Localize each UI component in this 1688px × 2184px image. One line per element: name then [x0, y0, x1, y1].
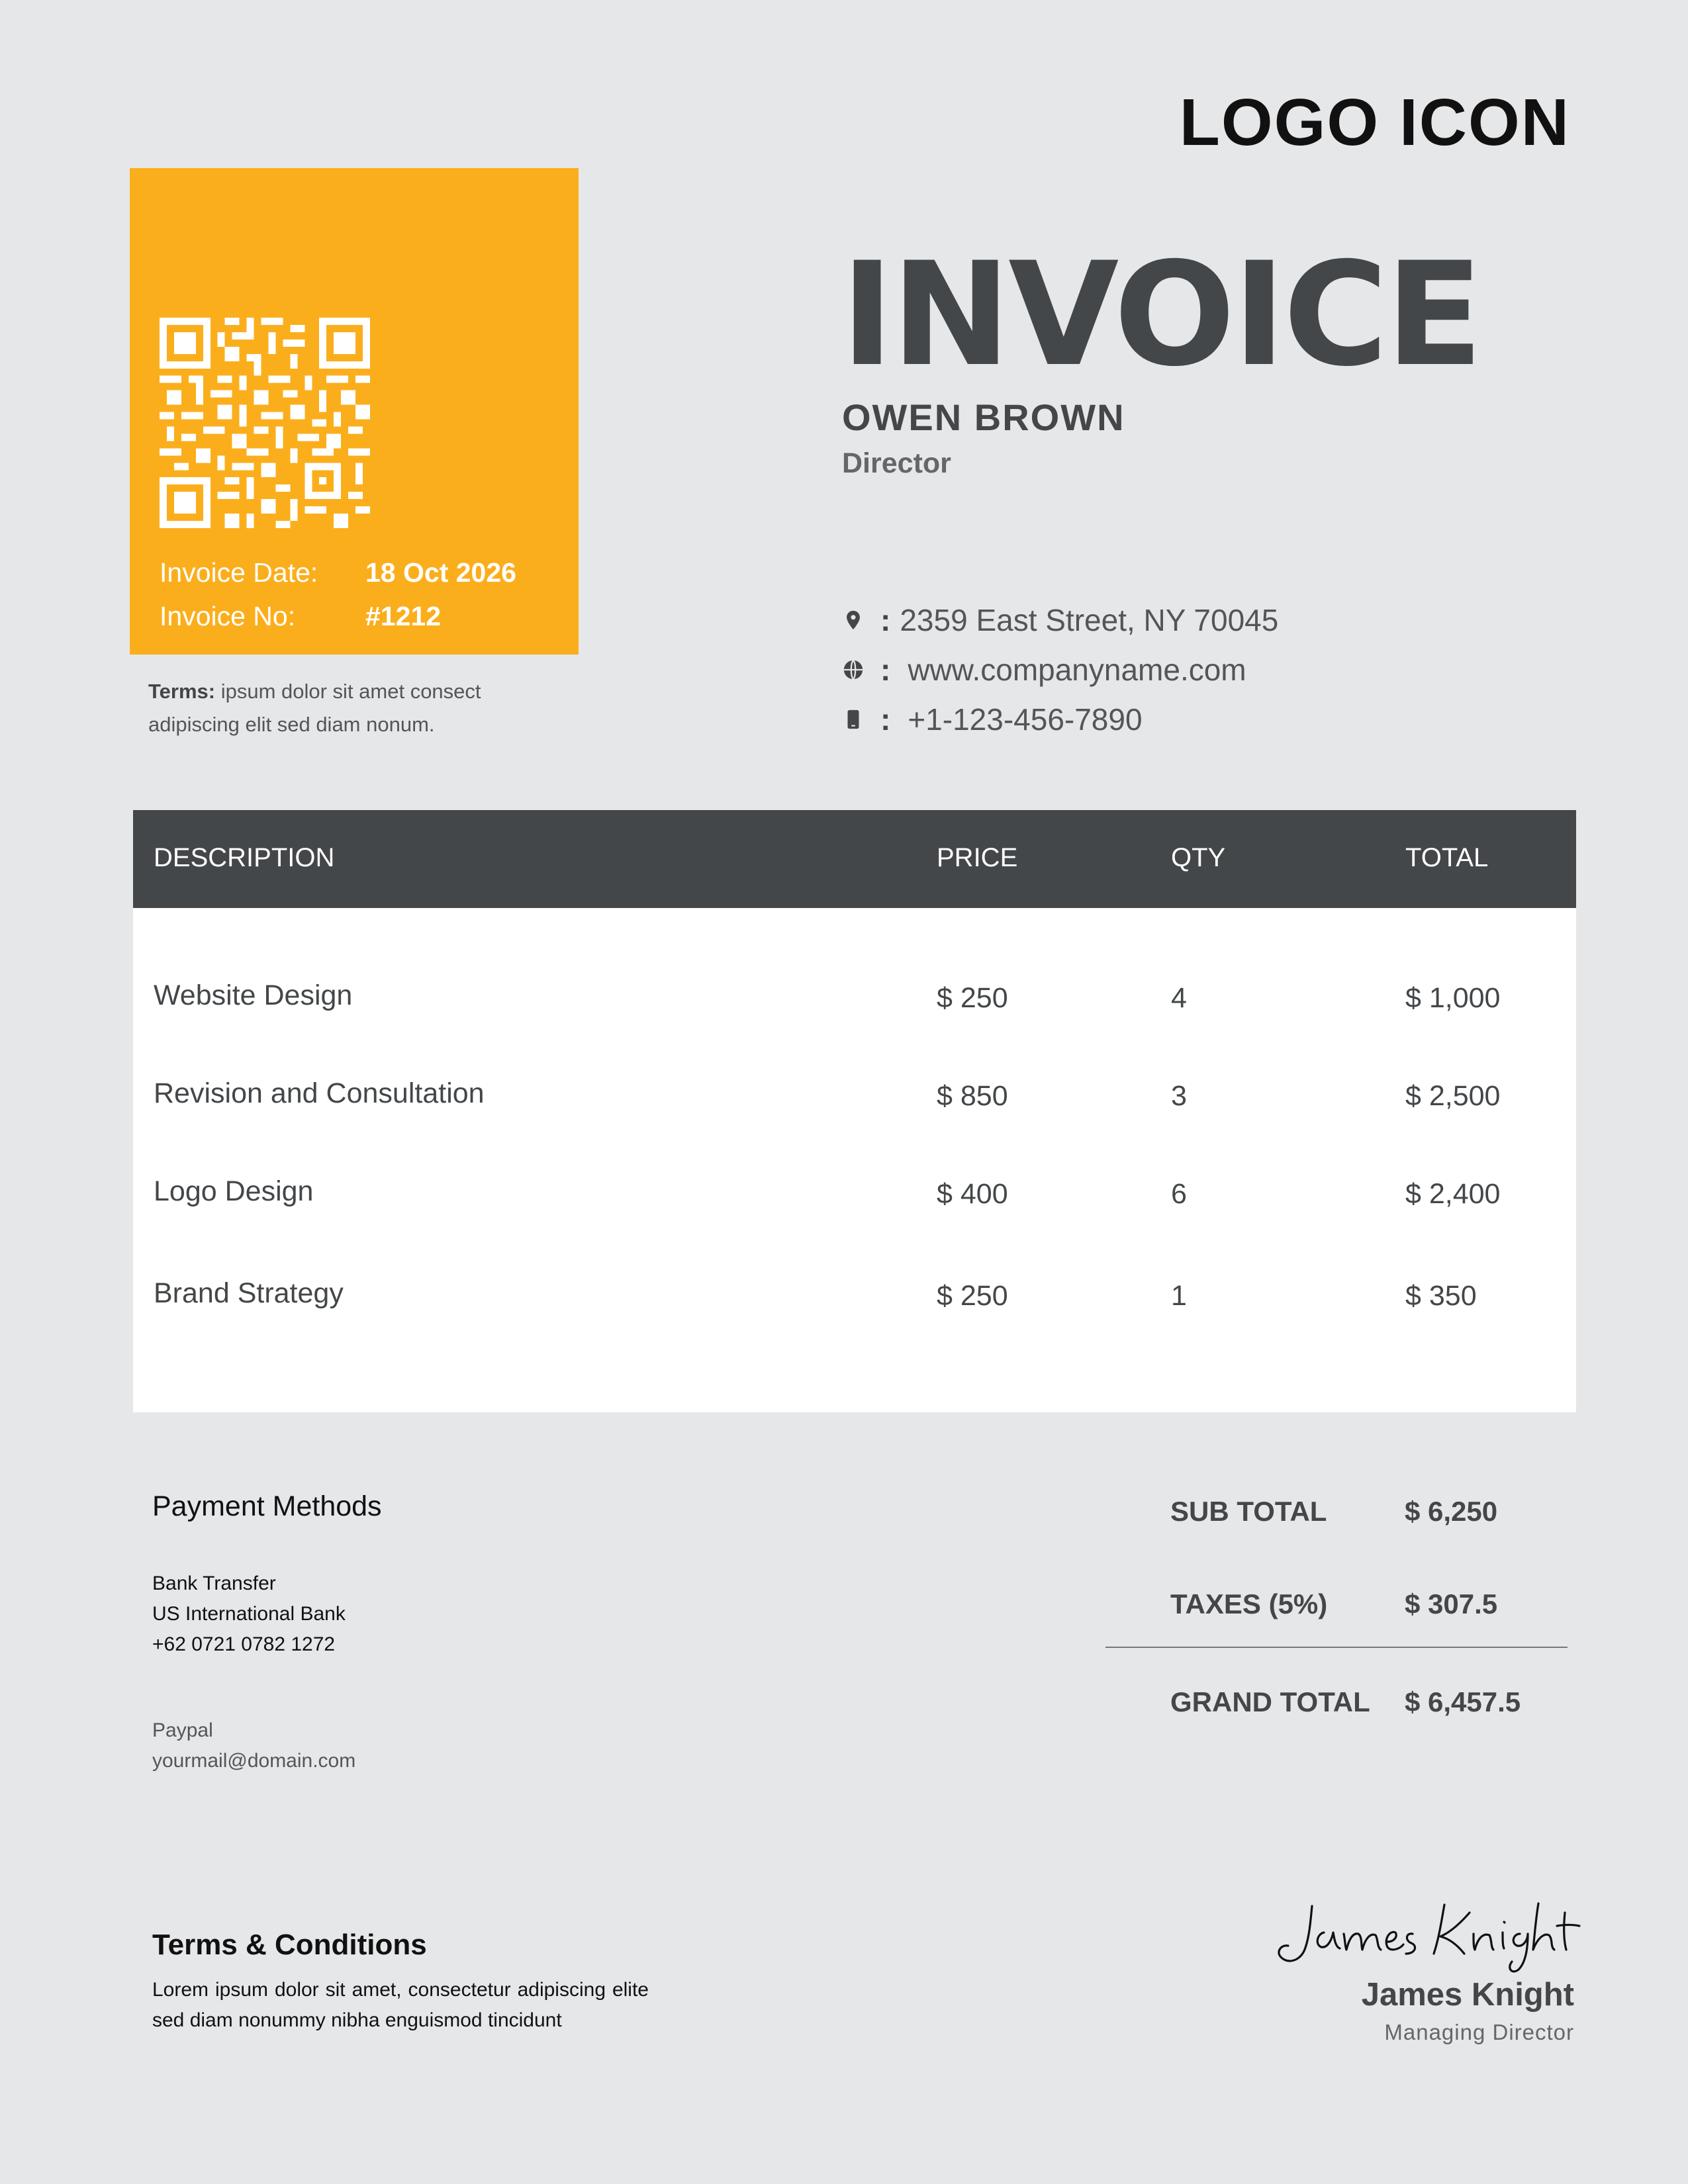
signatory-role: Managing Director	[1384, 2020, 1574, 2044]
terms-note-label: Terms:	[148, 680, 216, 703]
contact-colon: :	[880, 702, 891, 737]
row-description: Brand Strategy	[154, 1277, 344, 1309]
payment-methods-title: Payment Methods	[152, 1490, 382, 1522]
column-header-price: PRICE	[937, 843, 1018, 872]
grand-total-label: GRAND TOTAL	[1170, 1686, 1370, 1717]
contact-colon: :	[880, 603, 891, 637]
paypal-line: Paypal	[152, 1719, 213, 1741]
row-price: $ 250	[937, 982, 1008, 1014]
row-qty: 4	[1171, 982, 1187, 1014]
contact-address	[842, 602, 1278, 638]
terms-note	[148, 675, 572, 741]
invoice-date-value: 18 Oct 2026	[365, 557, 516, 588]
bank-line: US International Bank	[152, 1603, 346, 1625]
paypal-email[interactable]: yourmail@domain.com	[152, 1750, 356, 1772]
signatory-name: James Knight	[1361, 1977, 1574, 2013]
row-total: $ 1,000	[1405, 982, 1501, 1014]
invoice-title: INVOICE	[841, 232, 1481, 398]
invoice-info-panel	[130, 168, 579, 655]
contact-phone	[842, 702, 1143, 737]
table-header	[133, 810, 1576, 908]
row-qty: 1	[1171, 1280, 1187, 1312]
row-total: $ 2,400	[1405, 1178, 1501, 1210]
logo-text: LOGO ICON	[1179, 85, 1570, 159]
column-header-qty: QTY	[1171, 843, 1226, 872]
row-description: Website Design	[154, 979, 353, 1011]
contact-website	[842, 652, 1246, 688]
client-name: OWEN BROWN	[842, 396, 1125, 438]
taxes-value: $ 307.5	[1405, 1588, 1498, 1619]
row-price: $ 250	[937, 1280, 1008, 1312]
row-qty: 3	[1171, 1080, 1187, 1112]
terms-conditions-title: Terms & Conditions	[152, 1929, 427, 1961]
invoice-date-label: Invoice Date:	[160, 557, 318, 588]
location-pin-icon	[842, 609, 865, 631]
phone-icon	[842, 708, 865, 731]
row-price: $ 400	[937, 1178, 1008, 1210]
address-text: 2359 East Street, NY 70045	[900, 603, 1279, 637]
subtotal-value: $ 6,250	[1405, 1496, 1498, 1527]
qr-code	[160, 318, 370, 528]
client-role: Director	[842, 447, 951, 479]
row-description: Revision and Consultation	[154, 1077, 485, 1109]
invoice-no-label: Invoice No:	[160, 601, 296, 631]
totals-divider	[1105, 1647, 1568, 1648]
subtotal-label: SUB TOTAL	[1170, 1496, 1327, 1527]
grand-total-value: $ 6,457.5	[1405, 1686, 1521, 1717]
terms-note-text: ipsum dolor sit amet consect adipiscing elit sed diam nonum.	[148, 680, 481, 736]
column-header-description: DESCRIPTION	[154, 843, 335, 872]
row-description: Logo Design	[154, 1175, 314, 1207]
website-text[interactable]: www.companyname.com	[908, 653, 1246, 687]
row-price: $ 850	[937, 1080, 1008, 1112]
contact-colon: :	[880, 653, 891, 687]
terms-conditions-body: Lorem ipsum dolor sit amet, consectetur adipiscing elite sed diam nonummy nibha enguismod tincidunt	[152, 1979, 649, 2031]
invoice-no-value: #1212	[365, 601, 442, 631]
taxes-label: TAXES (5%)	[1170, 1588, 1328, 1619]
row-total: $ 2,500	[1405, 1080, 1501, 1112]
table-body	[133, 908, 1576, 1412]
row-qty: 6	[1171, 1178, 1187, 1210]
phone-text: +1-123-456-7890	[908, 702, 1143, 737]
bank-line: Bank Transfer	[152, 1572, 276, 1594]
bank-line: +62 0721 0782 1272	[152, 1633, 336, 1655]
row-total: $ 350	[1405, 1280, 1477, 1312]
column-header-total: TOTAL	[1405, 843, 1489, 872]
globe-icon	[842, 659, 865, 681]
signature-graphic	[1271, 1893, 1582, 1979]
